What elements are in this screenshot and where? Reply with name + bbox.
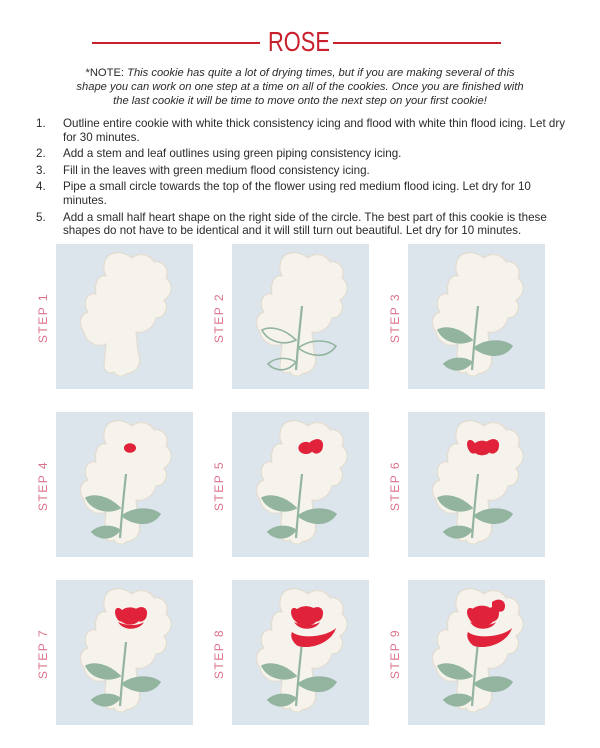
step-label-text: STEP 3 [388,292,402,344]
step-label-text: STEP 7 [36,628,50,680]
step-label-text: STEP 4 [36,460,50,512]
step-photo [408,412,545,557]
step-photo [408,580,545,725]
step-photo-cell [36,412,208,560]
step-label-text: STEP 5 [212,460,226,512]
instruction-text: Add a small half heart shape on the right side of the circle. The best part of this cookie is these shapes do not have to be identical and it will still turn out beautiful. Let dry for 10 minutes. [63,210,547,238]
cookie-illustration [232,412,369,557]
step-label-text: STEP 1 [36,292,50,344]
instruction-item [36,147,566,161]
step-photo-cell [388,244,560,392]
cookie-illustration [56,244,193,389]
instruction-item [36,164,566,178]
instruction-text: Add a stem and leaf outlines using green piping consistency icing. [63,147,402,161]
step-photo-cell [212,580,384,728]
instruction-item [36,117,566,144]
instruction-list [36,117,566,241]
step-label-text: STEP 2 [212,292,226,344]
step-photo [56,412,193,557]
step-label-text: STEP 6 [388,460,402,512]
step-photo [232,580,369,725]
instruction-number: 5. [36,210,46,224]
cookie-illustration [232,580,369,725]
step-label [210,580,228,728]
instruction-number: 3. [36,163,46,177]
instruction-text: Pipe a small circle towards the top of the flower using red medium flood icing. Let dry for 10 minutes. [63,180,531,207]
cookie-illustration [56,580,193,725]
step-label [386,244,404,392]
title-rule-left [92,42,260,44]
cookie-illustration [408,580,545,725]
instruction-item [36,180,566,207]
step-label [386,412,404,560]
cookie-illustration [408,244,545,389]
step-photo-cell [36,244,208,392]
instruction-text: Outline entire cookie with white thick consistency icing and flood with white thin flood icing. Let dry for 30 minutes. [63,117,566,144]
rose-bud [124,443,136,453]
instruction-item [36,211,566,238]
step-photo [408,244,545,389]
step-photo-cell [388,412,560,560]
step-photo-cell [36,580,208,728]
cookie-body [81,253,172,377]
step-label [34,244,52,392]
step-photo [56,580,193,725]
cookie-illustration [56,412,193,557]
step-photo-cell [388,580,560,728]
step-label [34,412,52,560]
instruction-number: 4. [36,180,46,194]
cookie-illustration [408,412,545,557]
step-label [210,412,228,560]
page-title: ROSE [268,26,330,57]
step-label [210,244,228,392]
step-label-text: STEP 8 [212,628,226,680]
title-row [0,22,600,62]
note-text: This cookie has quite a lot of drying times, but if you are making several of this shape you can work on one step at a time on all of the cookies. Once you are finished with the last cookie it will be time to move onto the next step on your first cookie! [76,67,524,107]
step-label-text: STEP 9 [388,628,402,680]
step-photo-cell [212,244,384,392]
step-label [34,580,52,728]
instruction-text: Fill in the leaves with green medium flood consistency icing. [63,163,370,177]
step-label [386,580,404,728]
step-photo [56,244,193,389]
instruction-number: 1. [36,117,46,130]
step-photo [232,412,369,557]
step-photo-cell [212,412,384,560]
step-photo [232,244,369,389]
step-photo-grid [36,244,556,740]
note-lead: *NOTE: [85,67,125,79]
note-paragraph [70,66,530,108]
cookie-illustration [232,244,369,389]
instruction-number: 2. [36,147,46,161]
title-rule-right [333,42,501,44]
